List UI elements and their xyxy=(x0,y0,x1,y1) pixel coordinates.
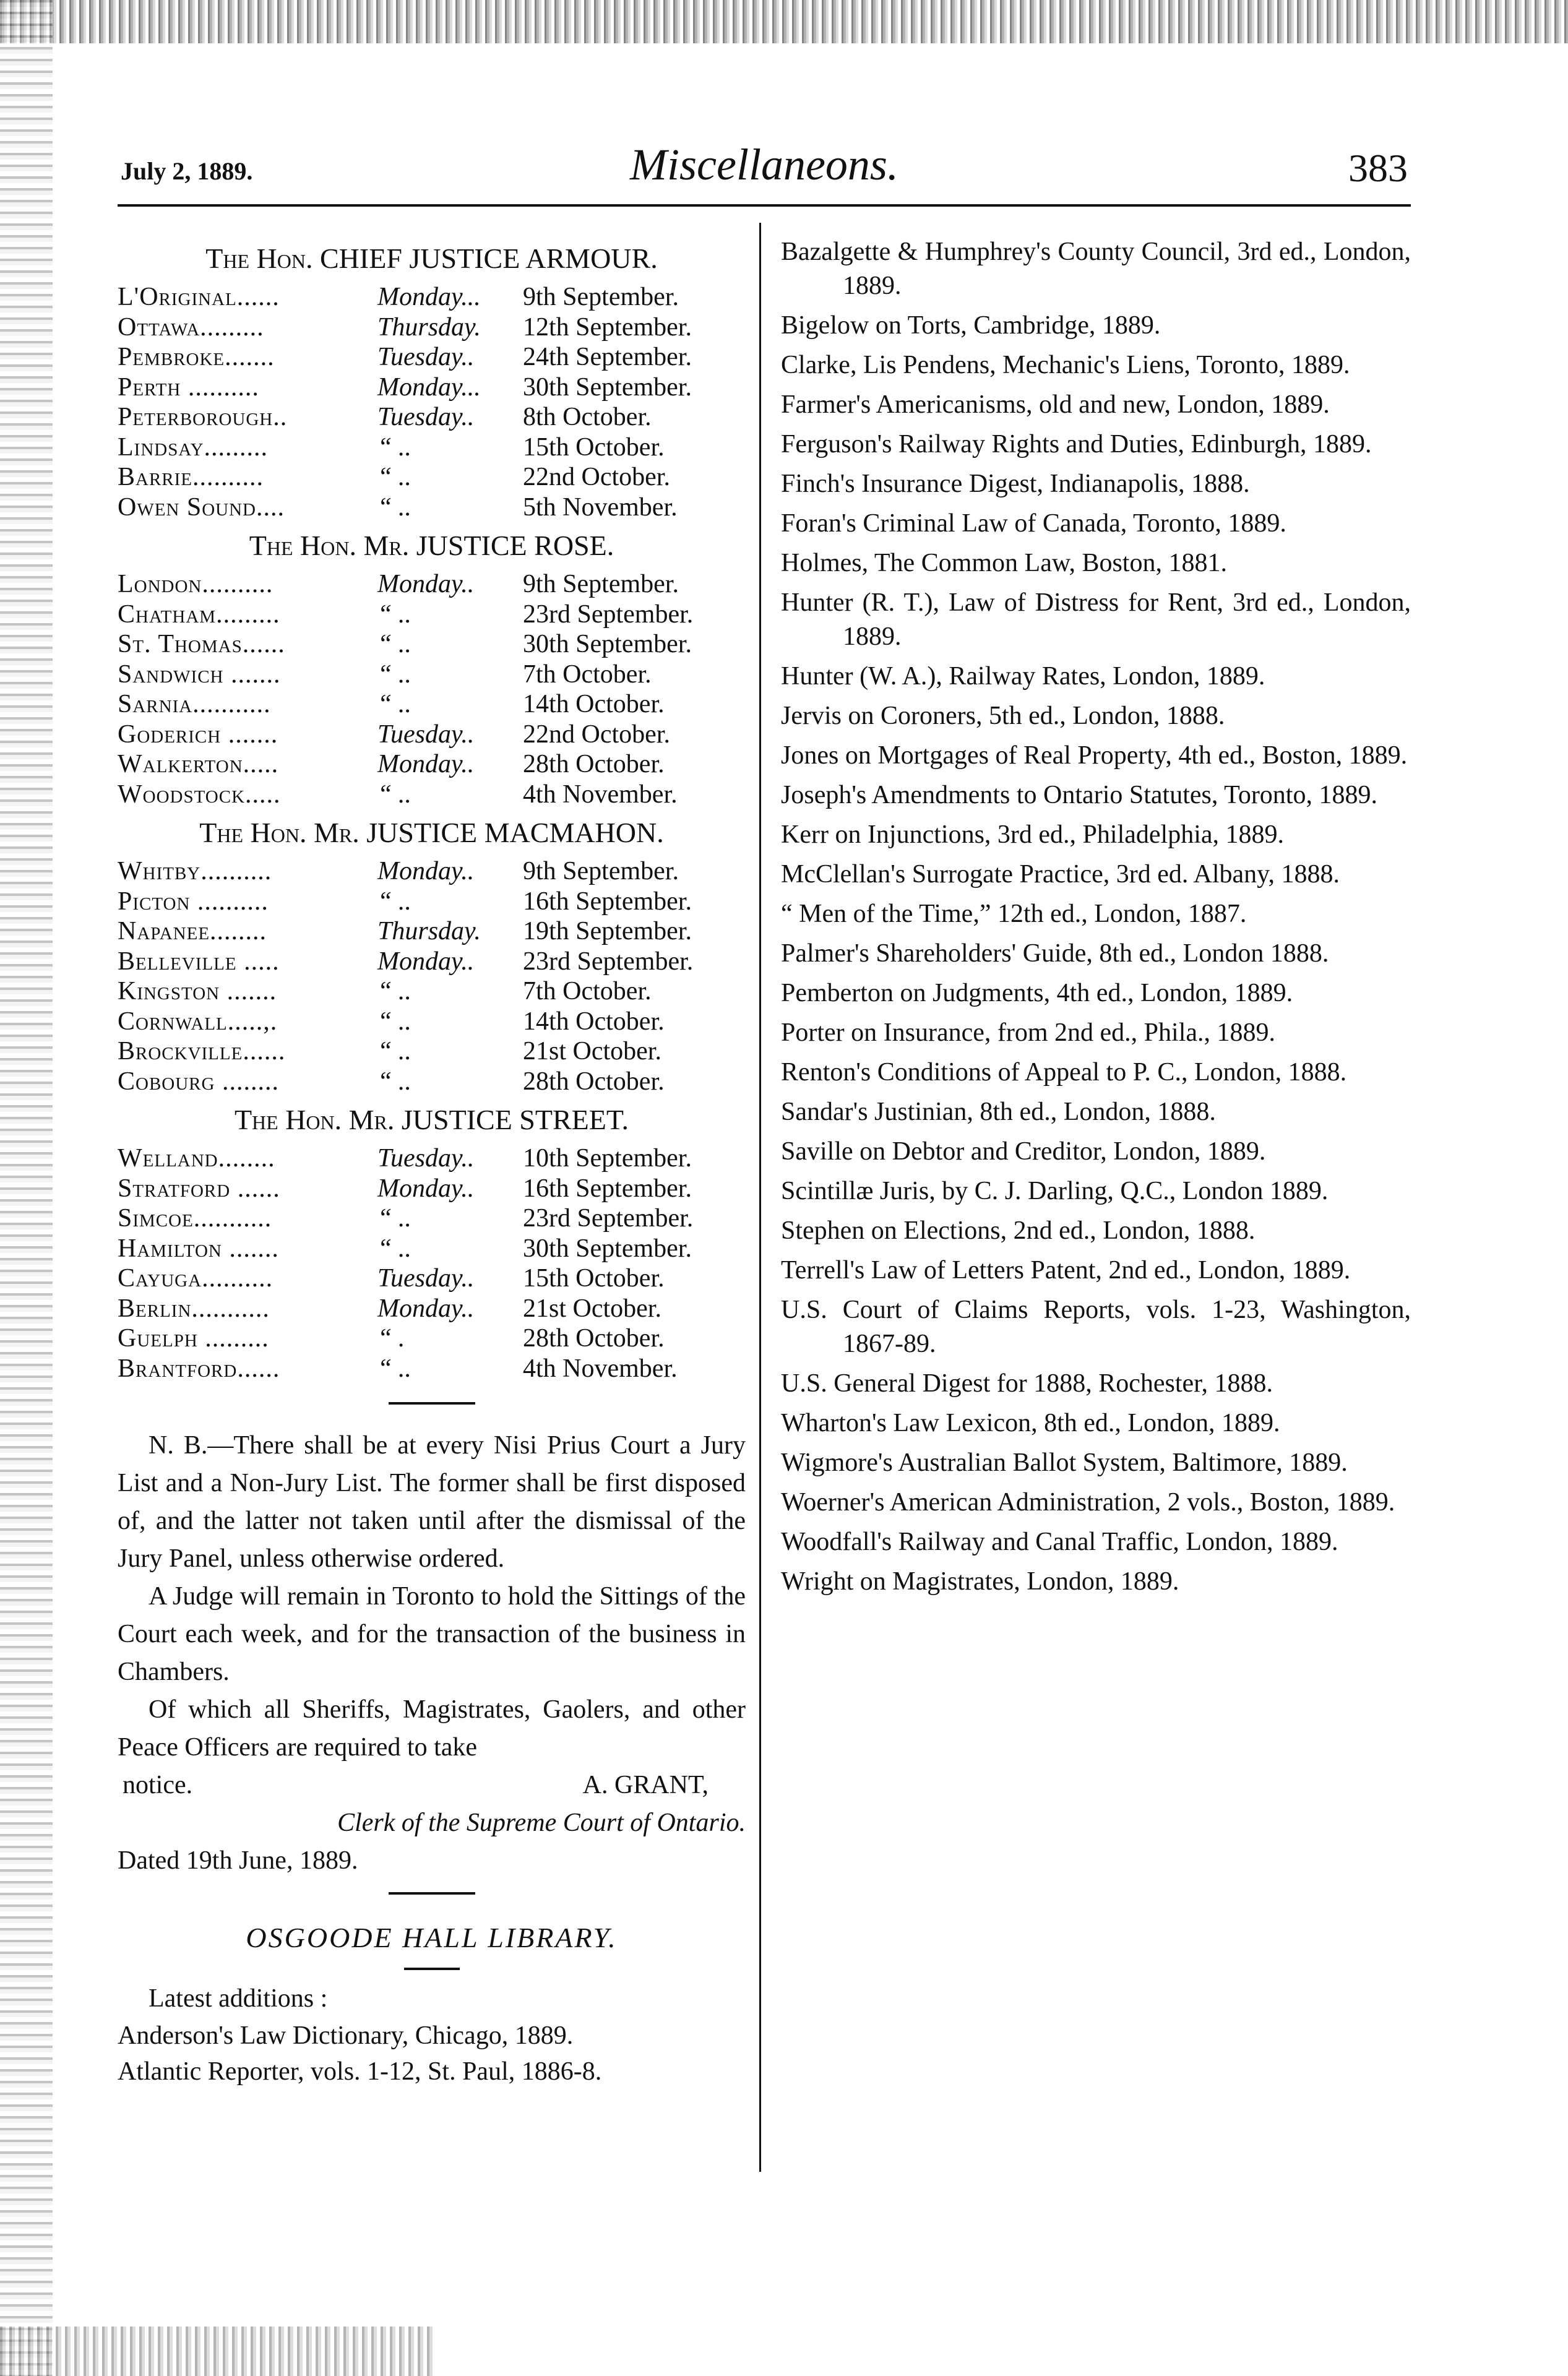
circuit-day: “ .. xyxy=(377,1007,411,1036)
circuit-row xyxy=(118,282,746,312)
circuit-schedule xyxy=(118,240,746,1384)
circuit-date: 19th September. xyxy=(523,917,692,945)
circuit-row xyxy=(118,887,746,917)
library-entry: Hunter (R. T.), Law of Distress for Rent, 3rd ed., London, 1889. xyxy=(781,588,1411,651)
circuit-date: 23rd September. xyxy=(523,600,694,629)
library-title: OSGOODE HALL LIBRARY. xyxy=(246,1922,618,1953)
circuit-title-prefix: The Hon. Mr. xyxy=(199,817,360,848)
circuit-date: 28th October. xyxy=(523,1324,665,1353)
library-entry: Foran's Criminal Law of Canada, Toronto, 1889. xyxy=(781,509,1286,538)
library-entry: Wharton's Law Lexicon, 8th ed., London, 1889. xyxy=(781,1409,1280,1437)
column-divider xyxy=(759,223,761,2172)
circuit-day: Monday.. xyxy=(377,1174,475,1203)
circuit-row xyxy=(118,856,746,887)
circuit-title xyxy=(118,240,746,277)
circuit-date: 9th September. xyxy=(523,857,679,885)
circuit-day: Tuesday.. xyxy=(377,720,475,749)
circuit-town: L'Original...... xyxy=(118,283,280,311)
library-entry: Jones on Mortgages of Real Property, 4th ed., Boston, 1889. xyxy=(781,741,1408,770)
circuit-town: Kingston ....... xyxy=(118,977,277,1005)
library-entry: Anderson's Law Dictionary, Chicago, 1889. xyxy=(118,2021,574,2050)
circuit-day: Monday.. xyxy=(377,947,475,976)
circuit-date: 30th September. xyxy=(523,1234,692,1263)
circuit-town: Peterborough.. xyxy=(118,403,288,431)
library-entry: Renton's Conditions of Appeal to P. C., London, 1888. xyxy=(781,1058,1347,1087)
circuit-day: “ .. xyxy=(377,1067,411,1096)
circuit-row xyxy=(118,1324,746,1354)
circuit-day: “ .. xyxy=(377,977,411,1005)
circuit-date: 14th October. xyxy=(523,690,665,718)
left-column xyxy=(118,235,746,2090)
library-entry: Porter on Insurance, from 2nd ed., Phila., 1889. xyxy=(781,1018,1276,1047)
circuit-town: Walkerton..... xyxy=(118,750,279,778)
signature-line xyxy=(118,1767,746,1804)
circuit-date: 24th September. xyxy=(523,343,692,371)
circuit-day: “ .. xyxy=(377,1204,411,1233)
circuit-row xyxy=(118,780,746,810)
library-entry: Finch's Insurance Digest, Indianapolis, 1888. xyxy=(781,470,1250,498)
circuit-day: Tuesday.. xyxy=(377,403,475,431)
circuit-town: Brockville...... xyxy=(118,1037,286,1065)
circuit-row xyxy=(118,1067,746,1097)
circuit-date: 8th October. xyxy=(523,403,652,431)
scan-edge-top xyxy=(0,0,1568,43)
circuit-row xyxy=(118,629,746,660)
section-rule xyxy=(389,1892,475,1895)
circuit-town: Chatham......... xyxy=(118,600,280,629)
circuit-day: Monday.. xyxy=(377,750,475,778)
circuit-row xyxy=(118,1263,746,1294)
section-rule xyxy=(389,1402,475,1405)
circuit-day: “ .. xyxy=(377,1234,411,1263)
library-entries-right xyxy=(781,235,1411,1599)
circuit-row xyxy=(118,372,746,403)
circuit-row xyxy=(118,1203,746,1234)
circuit-day: “ .. xyxy=(377,660,411,689)
circuit-date: 5th November. xyxy=(523,493,678,522)
circuit-town: Stratford ...... xyxy=(118,1174,280,1203)
circuit-date: 4th November. xyxy=(523,780,678,809)
circuit-title-prefix: The Hon. Mr. xyxy=(234,1104,395,1135)
circuit-date: 22nd October. xyxy=(523,463,670,491)
circuit-town: Sarnia........... xyxy=(118,690,271,718)
library-entry: McClellan's Surrogate Practice, 3rd ed. Albany, 1888. xyxy=(781,860,1340,889)
circuit-row xyxy=(118,1143,746,1174)
library-entry: Hunter (W. A.), Railway Rates, London, 1889. xyxy=(781,662,1265,691)
library-entry: Clarke, Lis Pendens, Mechanic's Liens, Toronto, 1889. xyxy=(781,351,1350,379)
clerk-title: Clerk of the Supreme Court of Ontario. xyxy=(337,1809,746,1837)
library-entry: Stephen on Elections, 2nd ed., London, 1888. xyxy=(781,1216,1256,1245)
circuit-town: Belleville ..... xyxy=(118,947,280,976)
circuit-title-main: CHIEF JUSTICE ARMOUR. xyxy=(320,243,658,274)
circuit-day: Monday... xyxy=(377,372,481,402)
circuit-day: “ . xyxy=(377,1324,405,1353)
circuit-row xyxy=(118,1354,746,1384)
library-entry: Bazalgette & Humphrey's County Council, 3rd ed., London, 1889. xyxy=(781,238,1411,300)
library-entry: Sandar's Justinian, 8th ed., London, 1888. xyxy=(781,1098,1216,1126)
library-entry: Bigelow on Torts, Cambridge, 1889. xyxy=(781,311,1161,340)
circuit-date: 4th November. xyxy=(523,1354,678,1383)
page-header xyxy=(121,139,1408,207)
circuit-date: 10th September. xyxy=(523,1144,692,1173)
circuit-day: Monday.. xyxy=(377,1294,475,1323)
library-entry: Woodfall's Railway and Canal Traffic, London, 1889. xyxy=(781,1528,1338,1556)
circuit-row xyxy=(118,1007,746,1037)
library-entry: Jervis on Coroners, 5th ed., London, 1888. xyxy=(781,702,1225,730)
circuit-town: Barrie.......... xyxy=(118,463,264,491)
library-entry: Atlantic Reporter, vols. 1-12, St. Paul, 1886-8. xyxy=(118,2057,602,2086)
circuit-date: 9th September. xyxy=(523,570,679,598)
circuit-date: 16th September. xyxy=(523,1174,692,1203)
circuit-town: Cornwall.....,. xyxy=(118,1007,278,1036)
circuit-day: Tuesday.. xyxy=(377,1144,475,1173)
circuit-row xyxy=(118,1294,746,1324)
circuit-row xyxy=(118,1036,746,1067)
circuit-date: 9th September. xyxy=(523,283,679,311)
circuit-row xyxy=(118,720,746,750)
circuit-town: Napanee........ xyxy=(118,917,267,945)
circuit-row xyxy=(118,493,746,523)
circuit-row xyxy=(118,1234,746,1264)
library-entry: U.S. Court of Claims Reports, vols. 1-23, Washington, 1867-89. xyxy=(781,1296,1411,1358)
circuit-town: Hamilton ....... xyxy=(118,1234,279,1263)
circuit-town: Picton .......... xyxy=(118,887,269,916)
circuit-row xyxy=(118,312,746,343)
circuit-date: 16th September. xyxy=(523,887,692,916)
circuit-date: 30th September. xyxy=(523,372,692,402)
circuit-title-main: JUSTICE MACMAHON. xyxy=(366,817,664,848)
circuit-title-prefix: The Hon. xyxy=(205,243,313,274)
circuit-date: 14th October. xyxy=(523,1007,665,1036)
nb-paragraph: N. B.—There shall be at every Nisi Prius Court a Jury List and a Non-Jury List. The former shall be first disposed of, and the latter not taken until after the dismissal of the Jury Panel, unless otherwise ordered. xyxy=(118,1431,746,1573)
circuit-row xyxy=(118,689,746,720)
circuit-day: “ .. xyxy=(377,600,411,629)
circuit-day: “ .. xyxy=(377,887,411,916)
circuit-title-main: JUSTICE ROSE. xyxy=(416,530,614,561)
circuit-town: Woodstock..... xyxy=(118,780,281,809)
circuit-town: St. Thomas...... xyxy=(118,630,285,658)
circuit-date: 12th September. xyxy=(523,312,692,342)
circuit-day: “ .. xyxy=(377,690,411,718)
dated-line: Dated 19th June, 1889. xyxy=(118,1846,358,1875)
circuit-row xyxy=(118,916,746,947)
circuit-town: Welland........ xyxy=(118,1144,275,1173)
circuit-title-prefix: The Hon. Mr. xyxy=(249,530,410,561)
circuit-town: London.......... xyxy=(118,570,274,598)
notice-word: notice. xyxy=(123,1771,193,1799)
circuit-row xyxy=(118,749,746,780)
circuit-row xyxy=(118,342,746,372)
circuit-town: Goderich ....... xyxy=(118,720,278,749)
header-rule xyxy=(118,204,1411,207)
signer-name: A. GRANT, xyxy=(582,1771,709,1799)
circuit-day: “ .. xyxy=(377,463,411,491)
circuit-town: Whitby.......... xyxy=(118,857,272,885)
circuit-date: 23rd September. xyxy=(523,947,694,976)
circuit-town: Perth .......... xyxy=(118,372,259,402)
latest-additions-label: Latest additions : xyxy=(149,1984,328,2013)
circuit-date: 21st October. xyxy=(523,1294,661,1323)
library-entry: Woerner's American Administration, 2 vols., Boston, 1889. xyxy=(781,1488,1395,1517)
circuit-row xyxy=(118,433,746,463)
circuit-town: Sandwich ....... xyxy=(118,660,281,689)
circuit-day: “ .. xyxy=(377,433,411,462)
circuit-row xyxy=(118,1174,746,1204)
library-entry: Holmes, The Common Law, Boston, 1881. xyxy=(781,549,1227,577)
circuit-row xyxy=(118,569,746,600)
circuit-date: 22nd October. xyxy=(523,720,670,749)
circuit-date: 7th October. xyxy=(523,660,652,689)
circuit-title-main: JUSTICE STREET. xyxy=(401,1104,629,1135)
library-entry: Joseph's Amendments to Ontario Statutes, Toronto, 1889. xyxy=(781,781,1377,809)
circuit-town: Ottawa......... xyxy=(118,312,264,342)
circuit-town: Guelph ......... xyxy=(118,1324,269,1353)
library-entry: Wigmore's Australian Ballot System, Baltimore, 1889. xyxy=(781,1448,1348,1477)
circuit-row xyxy=(118,976,746,1007)
circuit-day: Thursday. xyxy=(377,312,481,342)
circuit-date: 15th October. xyxy=(523,1264,665,1293)
circuit-day: Tuesday.. xyxy=(377,343,475,371)
circuit-town: Cayuga.......... xyxy=(118,1264,274,1293)
library-entry: “ Men of the Time,” 12th ed., London, 1887. xyxy=(781,900,1247,928)
circuit-day: Monday.. xyxy=(377,857,475,885)
circuit-date: 30th September. xyxy=(523,630,692,658)
header-date: July 2, 1889. xyxy=(121,157,253,185)
circuit-day: “ .. xyxy=(377,630,411,658)
circuit-day: Tuesday.. xyxy=(377,1264,475,1293)
scan-edge-bottom xyxy=(0,2326,433,2376)
library-entries-left xyxy=(118,2018,746,2090)
circuit-town: Cobourg ........ xyxy=(118,1067,279,1096)
circuit-row xyxy=(118,660,746,690)
circuit-date: 28th October. xyxy=(523,750,665,778)
header-title: Miscellaneons. xyxy=(630,140,898,189)
circuit-title xyxy=(118,1101,746,1138)
circuit-day: “ .. xyxy=(377,1037,411,1065)
circuit-town: Simcoe........... xyxy=(118,1204,272,1233)
circuit-date: 7th October. xyxy=(523,977,652,1005)
circuit-row xyxy=(118,600,746,630)
library-entry: Terrell's Law of Letters Patent, 2nd ed., London, 1889. xyxy=(781,1256,1351,1285)
library-entry: Farmer's Americanisms, old and new, London, 1889. xyxy=(781,390,1330,419)
circuit-town: Pembroke....... xyxy=(118,343,275,371)
circuit-town: Berlin........... xyxy=(118,1294,270,1323)
library-entry: Palmer's Shareholders' Guide, 8th ed., London 1888. xyxy=(781,939,1329,968)
circuit-row xyxy=(118,402,746,433)
circuit-day: Thursday. xyxy=(377,917,481,945)
circuit-day: Monday... xyxy=(377,283,481,311)
circuit-row xyxy=(118,462,746,493)
library-entry: Pemberton on Judgments, 4th ed., London, 1889. xyxy=(781,979,1293,1007)
page-number: 383 xyxy=(1348,146,1408,190)
circuit-title xyxy=(118,527,746,564)
library-entry: Kerr on Injunctions, 3rd ed., Philadelphia, 1889. xyxy=(781,820,1285,849)
circuit-row xyxy=(118,947,746,977)
scan-edge-left xyxy=(0,0,53,2376)
circuit-day: “ .. xyxy=(377,1354,411,1383)
circuit-date: 23rd September. xyxy=(523,1204,694,1233)
library-entry: Scintillæ Juris, by C. J. Darling, Q.C., London 1889. xyxy=(781,1177,1329,1205)
library-rule xyxy=(404,1968,460,1970)
library-entry: U.S. General Digest for 1888, Rochester, 1888. xyxy=(781,1369,1273,1398)
circuit-day: “ .. xyxy=(377,780,411,809)
circuit-town: Owen Sound.... xyxy=(118,493,285,522)
officers-paragraph: Of which all Sheriffs, Magistrates, Gaolers, and other Peace Officers are required to take xyxy=(118,1695,746,1762)
library-entry: Saville on Debtor and Creditor, London, 1889. xyxy=(781,1137,1266,1166)
circuit-day: “ .. xyxy=(377,493,411,522)
circuit-date: 15th October. xyxy=(523,433,665,462)
circuit-town: Brantford...... xyxy=(118,1354,280,1383)
library-entry: Wright on Magistrates, London, 1889. xyxy=(781,1567,1179,1596)
circuit-date: 21st October. xyxy=(523,1037,661,1065)
judge-paragraph: A Judge will remain in Toronto to hold the Sittings of the Court each week, and for the transaction of the business in Chambers. xyxy=(118,1582,746,1686)
circuit-day: Monday.. xyxy=(377,570,475,598)
circuit-date: 28th October. xyxy=(523,1067,665,1096)
circuit-title xyxy=(118,814,746,851)
library-entry: Ferguson's Railway Rights and Duties, Edinburgh, 1889. xyxy=(781,430,1372,458)
right-column xyxy=(781,235,1411,1604)
circuit-town: Lindsay......... xyxy=(118,433,269,462)
